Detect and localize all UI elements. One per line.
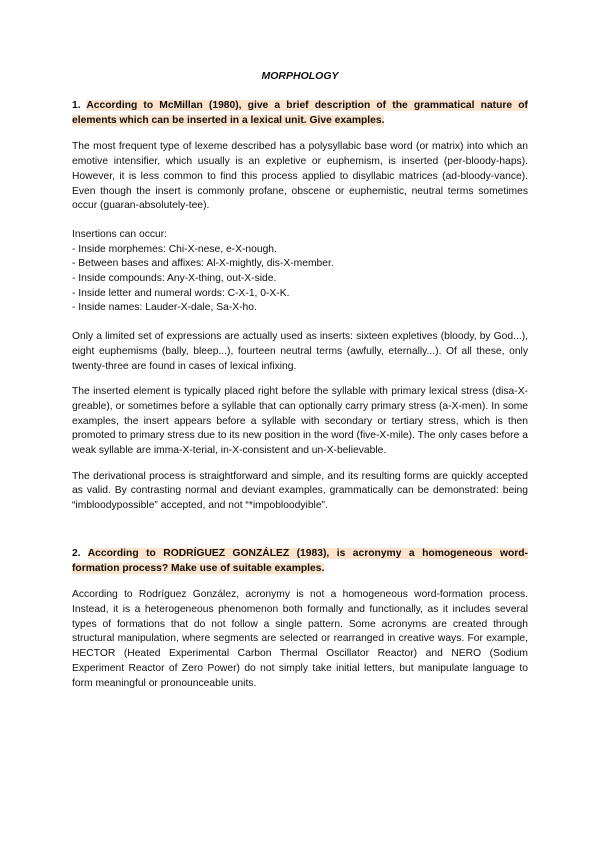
question-1-heading bbox=[72, 99, 528, 128]
q1-paragraph-2: Only a limited set of expressions are actually used as inserts: sixteen expletives (bloody, by God...), eight euphemisms (bally, bleep...), fourteen neutral terms (awfully, eternally...). Of all these, only twenty-three are found in cases of lexical infixing. bbox=[72, 331, 528, 372]
q1-paragraph-4: The derivational process is straightforward and simple, and its resulting forms are quickly accepted as valid. By contrasting normal and deviant examples, grammatically can be demonstrated: being “imbloodypossible” accepted, and not “*impobloodyible”. bbox=[72, 470, 528, 512]
list-item: - Between bases and affixes: Al-X-mightly, dis-X-member. bbox=[72, 258, 334, 270]
list-item: - Inside names: Lauder-X-dale, Sa-X-ho. bbox=[72, 302, 257, 314]
insertions-intro: Insertions can occur: bbox=[72, 228, 168, 240]
insertions-list bbox=[72, 243, 528, 317]
question-1-number: 1. bbox=[72, 100, 81, 111]
q1-paragraph-1: The most frequent type of lexeme described has a polysyllabic base word (or matrix) into which an emotive intensifier, which usually is an expletive or euphemism, is inserted (per-bloody-haps). However, it is less common to find this process applied to disyllabic matrices (ad-bloody-vance). Even though the insert is commonly profane, obscene or euphemistic, neutral terms sometimes occur (guaran-absolutely-tee). bbox=[72, 141, 528, 212]
list-item: - Inside morphemes: Chi-X-nese, e-X-nough. bbox=[72, 243, 277, 255]
list-item: - Inside letter and numeral words: C-X-1, 0-X-K. bbox=[72, 287, 290, 299]
list-item: - Inside compounds: Any-X-thing, out-X-side. bbox=[72, 273, 277, 285]
question-2-number: 2. bbox=[72, 547, 81, 559]
document-title: MORPHOLOGY bbox=[261, 70, 339, 82]
q2-paragraph-1: According to Rodríguez González, acronymy is not a homogeneous word-formation process. Instead, it is a heterogeneous phenomenon both formally and functionally, as it includes several types of formations that do not follow a single pattern. Some acronyms are created through structural manipulation, where segments are selected or rearranged in creative ways. For example, HECTOR (Heated Experimental Carbon Thermal Oscillator Reactor) and NERO (Sodium Experiment Reactor of Zero Power) do not simply take initial letters, but manipulate language to form meaningful or pronounceable units. bbox=[72, 589, 528, 689]
question-2-heading bbox=[72, 547, 528, 576]
question-2-text: According to RODRÍGUEZ GONZÁLEZ (1983), is acronymy a homogeneous word-formation process? Make use of suitable examples. bbox=[72, 547, 528, 574]
question-1-text: According to McMillan (1980), give a brief description of the grammatical nature of elements which can be inserted in a lexical unit. Give examples. bbox=[72, 100, 528, 126]
q1-paragraph-3: The inserted element is typically placed right before the syllable with primary lexical stress (disa-X-greable), or sometimes before a syllable that can optionally carry primary stress (a-X-men). In some examples, the insert appears before a syllable with secondary or tertiary stress, which is then promoted to primary stress due to its new position in the word (five-X-mile). The only cases before a weak syllable are imma-X-terial, in-X-consistent and un-X-believable. bbox=[72, 386, 528, 457]
document-body bbox=[72, 70, 528, 691]
